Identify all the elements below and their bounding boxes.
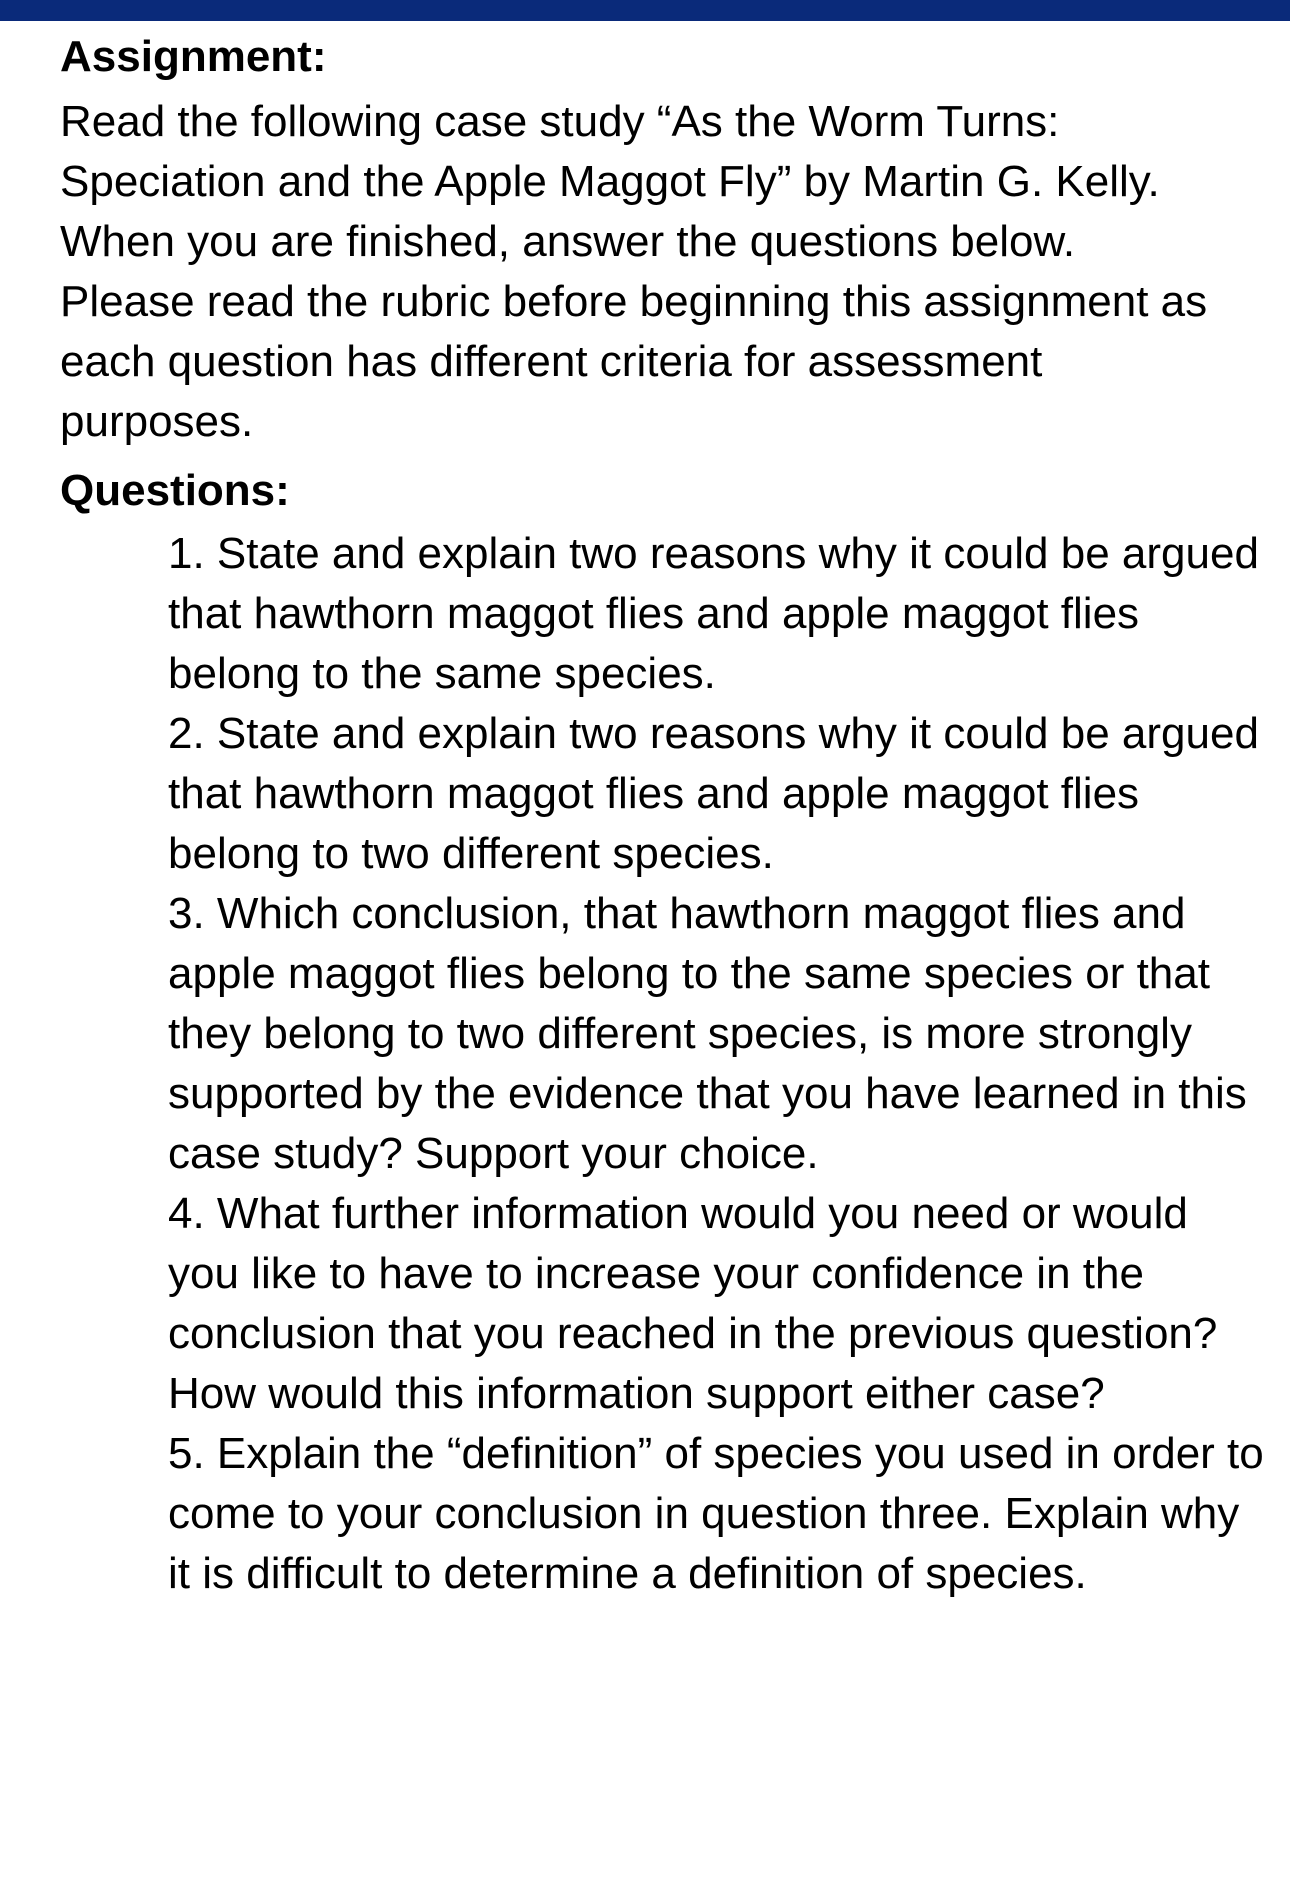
question-item-2: 2. State and explain two reasons why it could be argued that hawthorn maggot flies and apple maggot flies belong to two different species. — [168, 709, 1259, 878]
question-item-1: 1. State and explain two reasons why it could be argued that hawthorn maggot flies and apple maggot flies belong to the same species. — [168, 529, 1259, 698]
question-item-4: 4. What further information would you need or would you like to have to increase your confidence in the conclusion that you reached in the previous question? How would this information support either case? — [168, 1189, 1218, 1418]
question-item-3: 3. Which conclusion, that hawthorn maggot flies and apple maggot flies belong to the same species or that they belong to two different species, is more strongly supported by the evidence that you have learned in this case study? Support your choice. — [168, 889, 1247, 1178]
top-accent-bar — [0, 0, 1290, 21]
document-content — [60, 28, 1264, 1604]
questions-heading: Questions: — [60, 466, 290, 515]
question-item-5: 5. Explain the “definition” of species you used in order to come to your conclusion in question three. Explain why it is difficult to determine a definition of species. — [168, 1429, 1264, 1598]
assignment-instructions: Read the following case study “As the Worm Turns: Speciation and the Apple Maggot Fly” by Martin G. Kelly. When you are finished, answer the questions below. Please read the rubric before beginning this assignment as each question has different criteria for assessment purposes. — [60, 97, 1208, 446]
assignment-heading: Assignment: — [60, 32, 327, 81]
question-list — [60, 524, 1268, 1604]
